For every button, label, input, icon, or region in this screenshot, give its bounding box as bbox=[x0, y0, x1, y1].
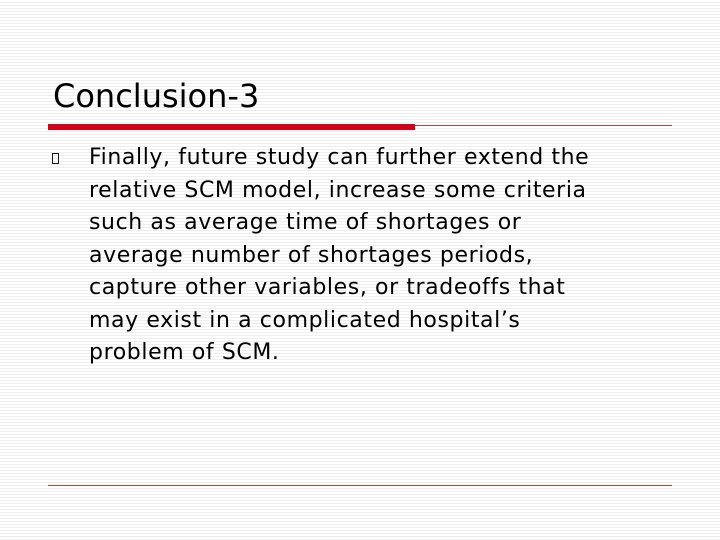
slide-title: Conclusion-3 bbox=[53, 77, 260, 115]
bullet-text-line: such as average time of shortages or bbox=[89, 210, 522, 235]
bullet-text bbox=[89, 142, 689, 370]
square-bullet-icon bbox=[52, 153, 59, 164]
bullet-text-line: capture other variables, or tradeoffs that bbox=[89, 275, 566, 300]
bullet-text-line: may exist in a complicated hospital’s bbox=[89, 307, 521, 333]
title-accent-bar bbox=[48, 124, 415, 130]
bullet-text-line: Finally, future study can further extend the bbox=[89, 145, 590, 170]
bullet-text-line: relative SCM model, increase some criteria bbox=[89, 177, 587, 203]
bullet-text-line: average number of shortages periods, bbox=[89, 242, 534, 268]
bullet-text-line: problem of SCM. bbox=[89, 340, 280, 365]
footer-divider-line bbox=[48, 485, 672, 486]
